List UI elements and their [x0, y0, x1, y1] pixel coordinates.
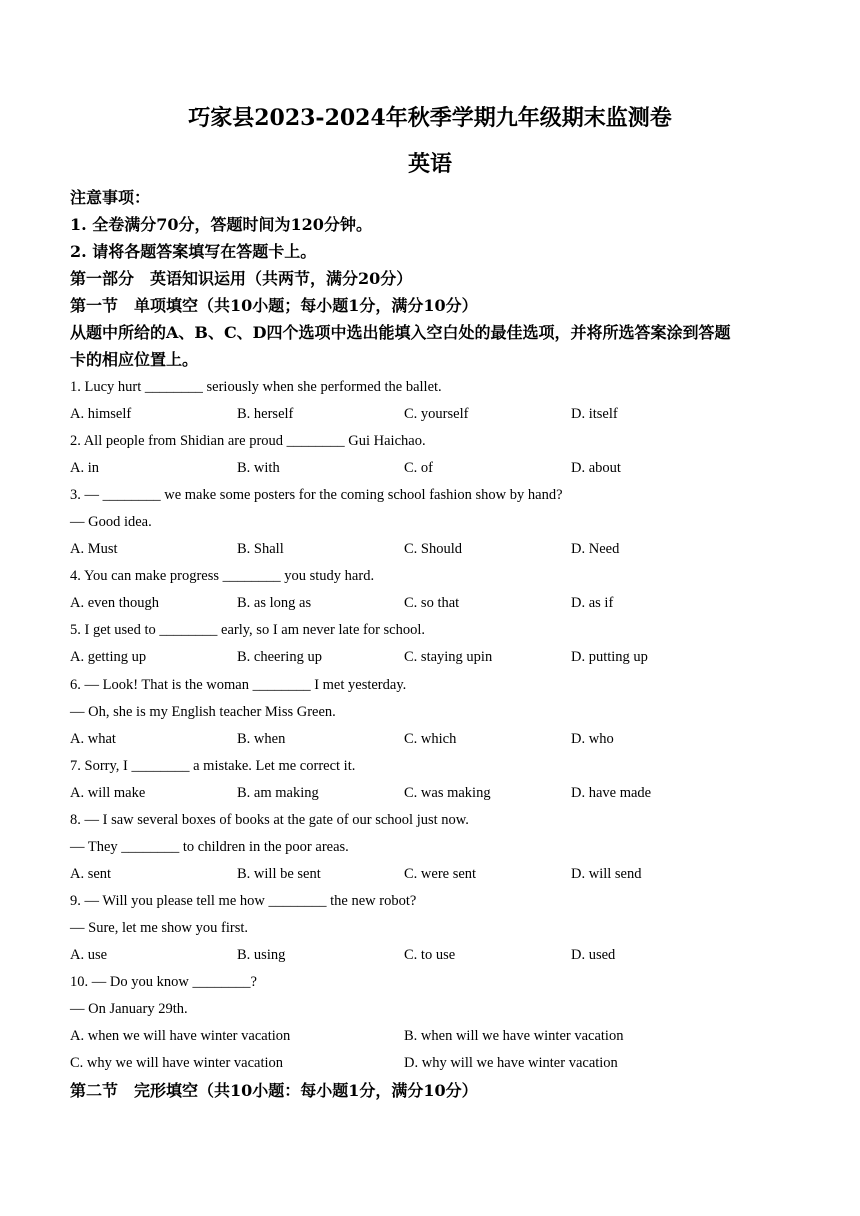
question-stem: 9. — Will you please tell me how ________ the new robot? — [70, 893, 417, 909]
question-stem: 2. All people from Shidian are proud ________ Gui Haichao. — [70, 433, 426, 449]
option-a: A. himself — [70, 406, 132, 422]
option-d: D. Need — [571, 541, 620, 557]
option-a: A. use — [70, 947, 108, 963]
notice-item: 2. 请将各题答案填写在答题卡上。 — [70, 242, 317, 261]
option-d: D. itself — [571, 406, 618, 422]
option-b: B. using — [237, 947, 286, 963]
option-c: C. staying upin — [404, 649, 493, 665]
question-stem: 7. Sorry, I ________ a mistake. Let me correct it. — [70, 758, 356, 774]
option-c: C. were sent — [404, 866, 477, 882]
option-c: C. why we will have winter vacation — [70, 1055, 284, 1071]
section-heading: 第一节 单项填空（共10小题；每小题1分，满分10分） — [70, 296, 478, 315]
option-c: C. so that — [404, 595, 460, 611]
option-d: D. why will we have winter vacation — [404, 1055, 618, 1071]
option-c: C. was making — [404, 785, 491, 801]
part-heading: 第一部分 英语知识运用（共两节，满分20分） — [70, 269, 413, 288]
option-b: B. when — [237, 731, 286, 747]
option-c: C. which — [404, 731, 457, 747]
option-a: A. even though — [70, 595, 159, 611]
option-c: C. to use — [404, 947, 456, 963]
instructions-line: 从题中所给的A、B、C、D四个选项中选出能填入空白处的最佳选项，并将所选答案涂到答题 — [70, 323, 731, 342]
option-b: B. will be sent — [237, 866, 321, 882]
question-response: — Oh, she is my English teacher Miss Green. — [70, 704, 336, 720]
option-c: C. Should — [404, 541, 463, 557]
option-d: D. as if — [571, 595, 614, 611]
question-response: — Sure, let me show you first. — [70, 920, 249, 936]
option-d: D. used — [571, 947, 616, 963]
option-c: C. yourself — [404, 406, 469, 422]
option-b: B. when will we have winter vacation — [404, 1028, 624, 1044]
question-stem: 6. — Look! That is the woman ________ I met yesterday. — [70, 677, 407, 693]
question-stem: 5. I get used to ________ early, so I am never late for school. — [70, 622, 426, 638]
option-a: A. when we will have winter vacation — [70, 1028, 291, 1044]
option-b: B. am making — [237, 785, 319, 801]
option-a: A. getting up — [70, 649, 147, 665]
option-b: B. Shall — [237, 541, 284, 557]
question-stem: 8. — I saw several boxes of books at the gate of our school just now. — [70, 812, 469, 828]
question-stem: 3. — ________ we make some posters for the coming school fashion show by hand? — [70, 487, 563, 503]
notice-heading: 注意事项： — [70, 188, 151, 207]
question-stem: 10. — Do you know ________? — [70, 974, 257, 990]
option-d: D. who — [571, 731, 614, 747]
option-a: A. Must — [70, 541, 118, 557]
subject-title: 英语 — [407, 151, 452, 177]
option-b: B. herself — [237, 406, 294, 422]
option-a: A. what — [70, 731, 116, 747]
question-response: — On January 29th. — [70, 1001, 188, 1017]
option-b: B. as long as — [237, 595, 312, 611]
exam-title: 巧家县2023-2024年秋季学期九年级期末监测卷 — [188, 105, 672, 131]
question-stem: 4. You can make progress ________ you study hard. — [70, 568, 375, 584]
option-a: A. will make — [70, 785, 146, 801]
option-a: A. sent — [70, 866, 112, 882]
option-d: D. have made — [571, 785, 652, 801]
question-response: — Good idea. — [70, 514, 152, 530]
option-d: D. putting up — [571, 649, 648, 665]
section-heading: 第二节 完形填空（共10小题：每小题1分，满分10分） — [70, 1081, 478, 1100]
option-d: D. will send — [571, 866, 642, 882]
option-b: B. cheering up — [237, 649, 322, 665]
instructions-line: 卡的相应位置上。 — [70, 350, 199, 369]
question-response: — They ________ to children in the poor areas. — [70, 839, 349, 855]
option-b: B. with — [237, 460, 280, 476]
question-stem: 1. Lucy hurt ________ seriously when she performed the ballet. — [70, 379, 442, 395]
option-a: A. in — [70, 460, 99, 476]
notice-item: 1. 全卷满分70分，答题时间为120分钟。 — [70, 215, 372, 234]
option-d: D. about — [571, 460, 621, 476]
option-c: C. of — [404, 460, 433, 476]
